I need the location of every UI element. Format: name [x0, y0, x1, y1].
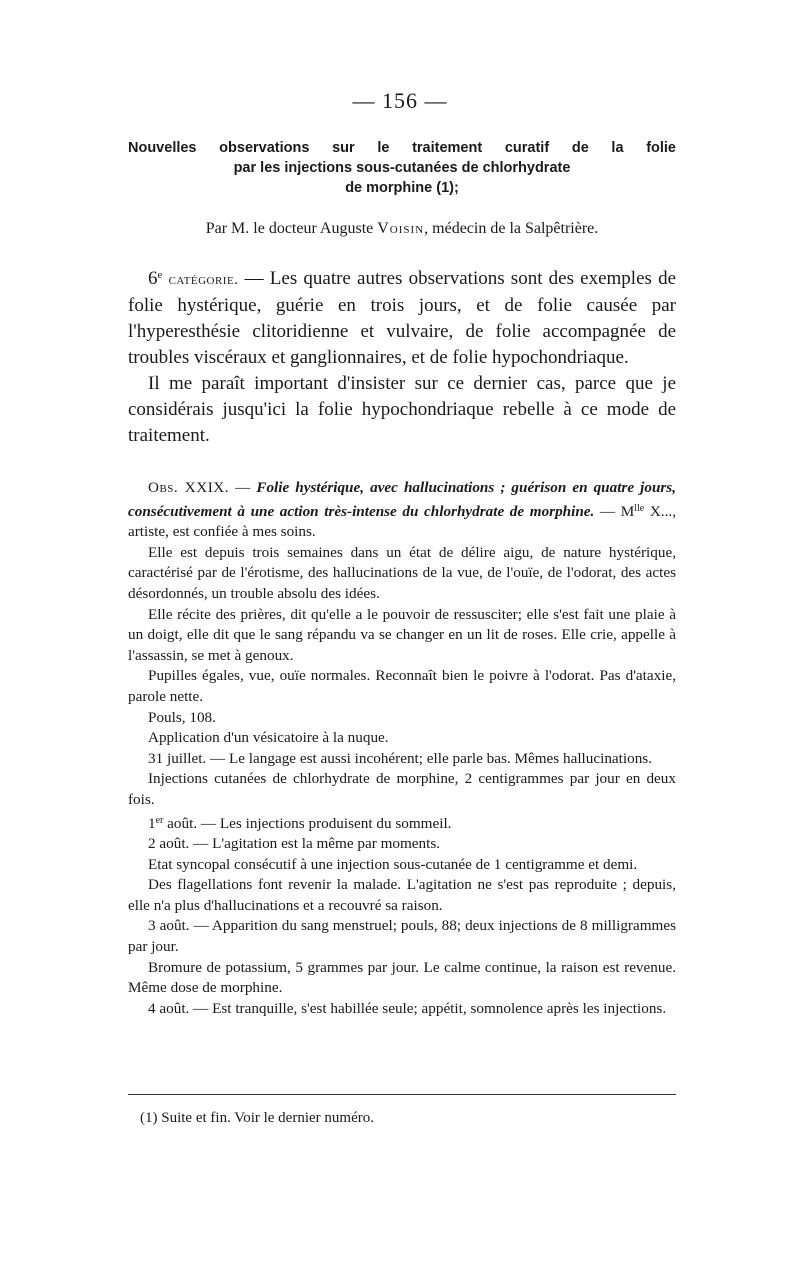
- observation-paragraph: Etat syncopal consécutif à une injection sous-cutanée de 1 centigramme et demi.: [148, 855, 638, 873]
- observation-heading: [128, 478, 676, 543]
- observation-paragraph: Elle est depuis trois semaines dans un état de délire aigu, de nature hystérique, caractérisé par de l'érotisme, des hallucinations de la vue, de l'ouïe, de l'odorat, des actes désordonnés, un trouble absolu des idées.: [128, 543, 676, 602]
- observation-label: Obs. XXIX.: [148, 479, 230, 496]
- observation-paragraph: Pupilles égales, vue, ouïe normales. Reconnaît bien le poivre à l'odorat. Pas d'ataxie, parole nette.: [128, 667, 676, 705]
- title-line-3: de morphine (1);: [345, 180, 459, 196]
- intro-paragraph-1-text: — Les quatre autres observations sont des exemples de folie hystérique, guérie en trois jours, et de folie causée par l'hyperesthésie clitoridienne et vulvaire, de folie accompagnée de troubles viscéraux et ganglionnaires, et de folie hypochondriaque.: [128, 268, 677, 368]
- observation-paragraph: 31 juillet. — Le langage est aussi incohérent; elle parle bas. Mêmes hallucinations.: [148, 749, 652, 767]
- observation-patient-post: X..., artiste, est confiée à mes soins.: [128, 502, 676, 541]
- intro-text: [128, 262, 676, 449]
- observation-paragraph: 4 août. — Est tranquille, s'est habillée seule; appétit, somnolence après les injections.: [148, 999, 667, 1017]
- observation-patient-pre: — M: [594, 502, 635, 520]
- observation-paragraph: Bromure de potassium, 5 grammes par jour. Le calme continue, la raison est revenue. Même dose de morphine.: [128, 958, 676, 997]
- observation-title: Folie hystérique, avec hallucinations ; guérison en quatre jours, consécutivement à une action très-intense du chlorhydrate de morphine.: [128, 479, 677, 520]
- observation-paragraph: Injections cutanées de chlorhydrate de morphine, 2 centigrammes par jour en deux fois.: [128, 770, 676, 808]
- category-number: 6: [148, 268, 158, 289]
- footnote-divider: [128, 1094, 676, 1095]
- observation-paragraph: 3 août. — Apparition du sang menstruel; pouls, 88; deux injections de 8 milligrammes par jour.: [128, 917, 676, 956]
- observation-paragraph: Pouls, 108.: [148, 708, 216, 726]
- article-title: [128, 138, 676, 198]
- title-line-2: par les injections sous-cutanées de chlorhydrate: [233, 160, 571, 176]
- observation-dash: —: [229, 479, 257, 496]
- observation-paragraph: Des flagellations font revenir la malade. L'agitation ne s'est pas reproduite ; depuis, elle n'a plus d'hallucinations et a recouvré sa raison.: [128, 876, 676, 914]
- author-name: Voisin: [377, 220, 425, 237]
- intro-paragraph-1: [128, 262, 676, 371]
- observation-patient-sup: lle: [634, 502, 645, 514]
- day1-post: août. — Les injections produisent du sommeil.: [163, 814, 452, 832]
- category-sup: e: [157, 269, 163, 281]
- observation-paragraph: Application d'un vésicatoire à la nuque.: [148, 729, 389, 747]
- author-prefix: Par M. le docteur Auguste: [205, 220, 374, 237]
- title-line-1: Nouvelles observations sur le traitement curatif de la folie: [128, 140, 676, 156]
- author-suffix: , médecin de la Salpêtrière.: [424, 220, 599, 237]
- day1-pre: 1: [148, 814, 156, 832]
- observation-paragraph: Elle récite des prières, dit qu'elle a le pouvoir de ressusciter; elle s'est fait une plaie à un doigt, elle dit que le sang répandu va se changer en un lit de roses. Elle crie, appelle à l'assassin, se met à genoux.: [128, 605, 676, 664]
- page-number: — 156 —: [352, 88, 448, 113]
- author-line: [128, 220, 676, 238]
- footnote: (1) Suite et fin. Voir le dernier numéro.: [140, 1110, 374, 1126]
- intro-paragraph-2: Il me paraît important d'insister sur ce dernier cas, parce que je considérais jusqu'ici la folie hypochondriaque rebelle à ce mode de traitement.: [128, 373, 676, 446]
- observation-text: [128, 478, 676, 1019]
- category-label: catégorie.: [168, 272, 239, 288]
- observation-day-1: [128, 811, 676, 835]
- observation-paragraph: 2 août. — L'agitation est la même par moments.: [148, 835, 441, 853]
- day1-sup: er: [155, 814, 164, 826]
